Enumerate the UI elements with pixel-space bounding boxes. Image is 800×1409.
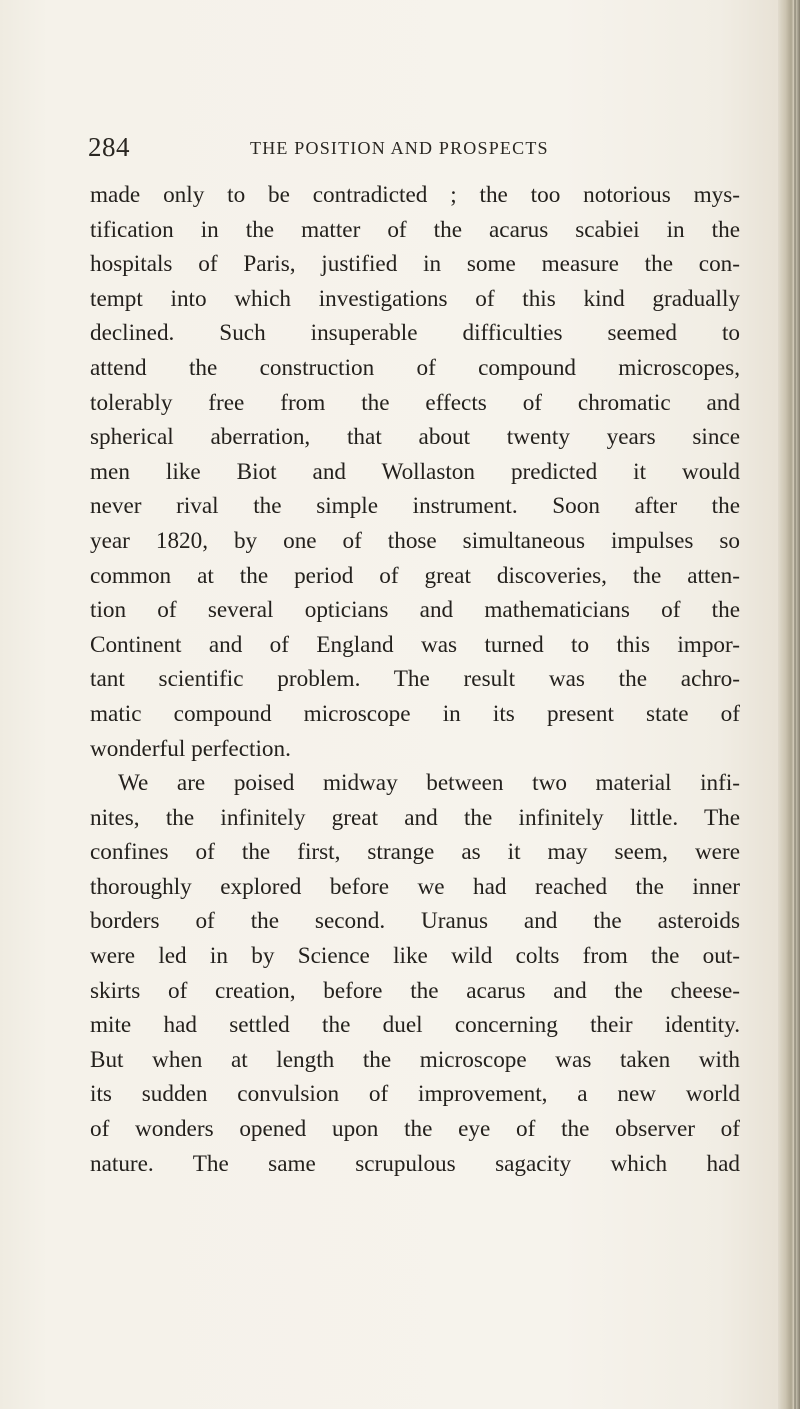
text-line: nites, the infinitely great and the infinitely little. The: [90, 804, 740, 831]
text-line: attend the construction of compound microscopes,: [90, 354, 740, 381]
text-line: borders of the second. Uranus and the asteroids: [90, 908, 740, 935]
text-line: tion of several opticians and mathematicians of the: [90, 597, 740, 624]
running-head: [88, 130, 738, 164]
text-line: tempt into which investigations of this kind gradually: [90, 285, 740, 312]
text-line: wonderful perfection.: [90, 735, 291, 762]
text-line: men like Biot and Wollaston predicted it would: [90, 458, 740, 485]
text-line: made only to be contradicted ; the too notorious mys-: [90, 182, 740, 208]
text-line: common at the period of great discoveries, the atten-: [90, 562, 740, 589]
text-line: matic compound microscope in its present state of: [90, 700, 740, 727]
page-edge: [778, 0, 800, 1409]
text-line: year 1820, by one of those simultaneous impulses so: [90, 527, 740, 554]
text-line: mite had settled the duel concerning their identity.: [90, 1012, 740, 1039]
text-line: Continent and of England was turned to this impor-: [90, 631, 740, 658]
paragraph-1: [90, 178, 740, 766]
text-line: tant scientific problem. The result was the achro-: [90, 666, 740, 693]
text-line: skirts of creation, before the acarus and the cheese-: [90, 977, 740, 1004]
text-line: nature. The same scrupulous sagacity which had: [90, 1150, 740, 1177]
body-text: [90, 178, 740, 1181]
paragraph-2: [90, 766, 740, 1181]
page-number: 284: [88, 132, 130, 162]
text-line: We are poised midway between two material infi-: [118, 770, 740, 797]
text-line: thoroughly explored before we had reached the inner: [90, 873, 740, 900]
text-line: tification in the matter of the acarus scabiei in the: [90, 216, 740, 243]
text-line: hospitals of Paris, justified in some measure the con-: [90, 251, 740, 278]
text-line: never rival the simple instrument. Soon after the: [90, 493, 740, 520]
text-line: tolerably free from the effects of chromatic and: [90, 389, 740, 416]
text-line: of wonders opened upon the eye of the observer of: [90, 1116, 740, 1143]
text-line: spherical aberration, that about twenty years since: [90, 424, 740, 451]
text-line: declined. Such insuperable difficulties seemed to: [90, 320, 740, 347]
running-title: THE POSITION AND PROSPECTS: [250, 138, 549, 158]
text-line: confines of the first, strange as it may seem, were: [90, 839, 740, 866]
text-line: its sudden convulsion of improvement, a new world: [90, 1081, 740, 1108]
text-line: were led in by Science like wild colts from the out-: [90, 943, 740, 970]
text-line: But when at length the microscope was taken with: [90, 1046, 740, 1073]
